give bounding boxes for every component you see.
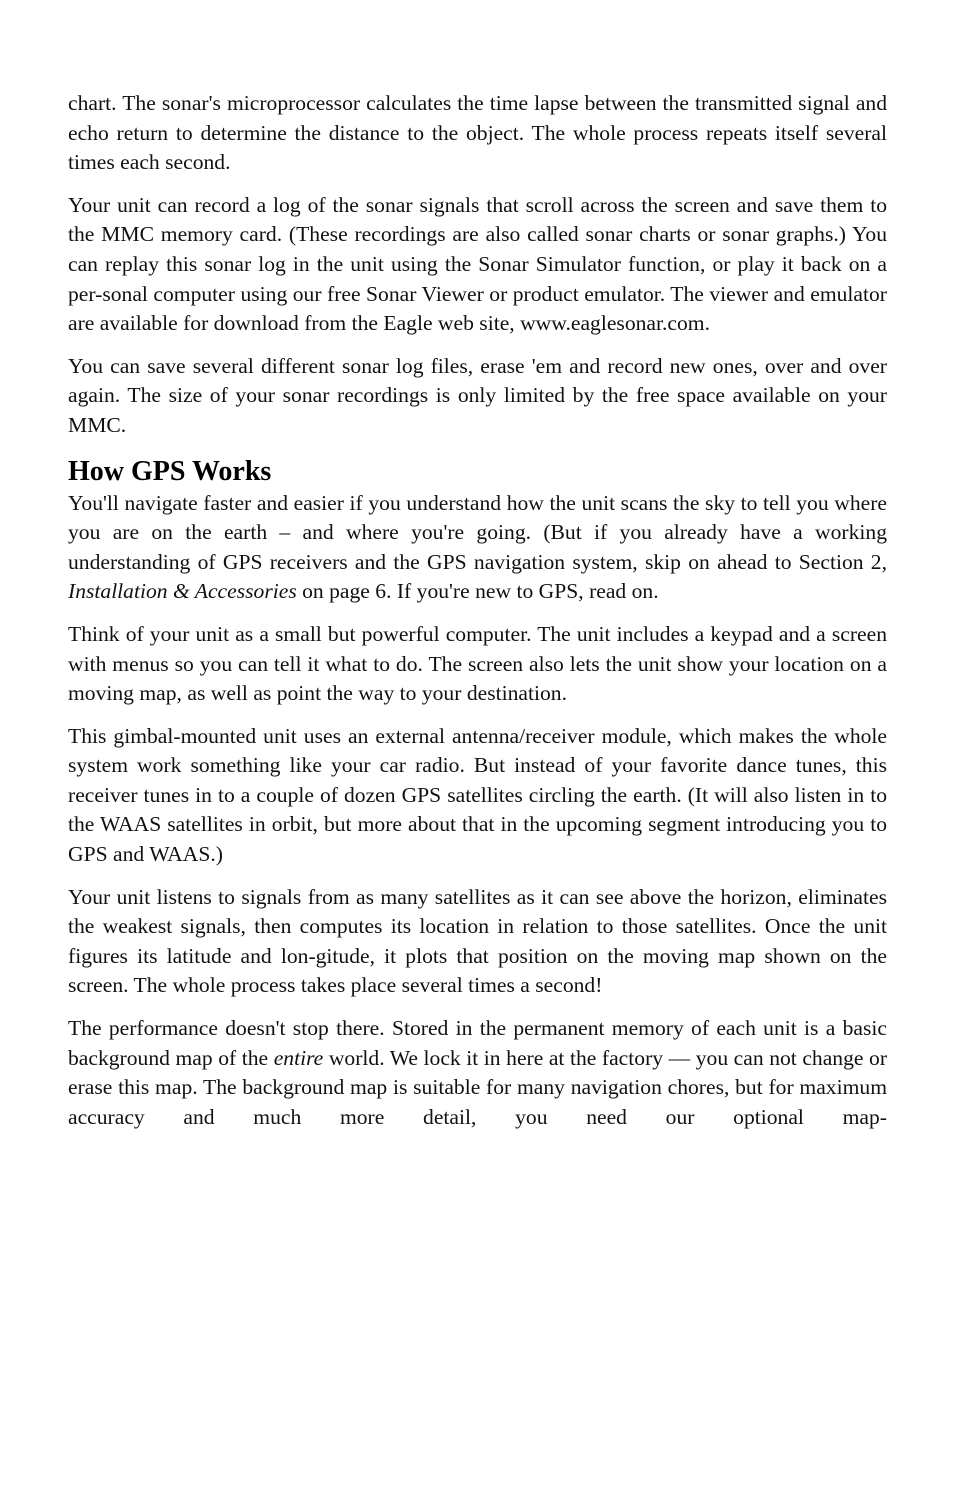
paragraph-satellites: Your unit listens to signals from as many satellites as it can see above the horizon, eliminates the weakest signals, then computes its location in relation to those satellites. Once the unit figures its latitude and lon-gitude, it plots that position on the moving map shown on the screen. The whole process takes place several times a second!	[68, 884, 887, 998]
background-map-text: The performance doesn't stop there. Stored in the permanent memory of each unit is a basic background map of the	[68, 1016, 887, 1070]
section-reference: Installation & Accessories	[68, 579, 297, 604]
paragraph-sonar-timing: chart. The sonar's microprocessor calculates the time lapse between the transmitted signal and echo return to determine the distance to the object. The whole process repeats itself several times each second.	[68, 91, 887, 175]
manual-page	[68, 89, 887, 1145]
emphasis-entire: entire	[273, 1045, 324, 1070]
gps-intro-text-end: on page 6. If you're new to GPS, read on.	[296, 579, 659, 604]
paragraph-background-map	[68, 1014, 887, 1132]
gps-intro-text: You'll navigate faster and easier if you understand how the unit scans the sky to tell you where you are on the earth – and where you're going. (But if you already have a working understanding of GPS receivers and the GPS navigation system, skip on ahead to Section 2,	[68, 490, 887, 574]
paragraph-receiver: This gimbal-mounted unit uses an external antenna/receiver module, which makes the whole system work something like your car radio. But instead of your favorite dance tunes, this receiver tunes in to a couple of dozen GPS satellites circling the earth. (It will also listen in to the WAAS satellites in orbit, but more about that in the upcoming segment introducing you to GPS and WAAS.)	[68, 723, 887, 867]
paragraph-sonar-log: Your unit can record a log of the sonar signals that scroll across the screen and save them to the MMC memory card. (These recordings are also called sonar charts or sonar graphs.) You can replay this sonar log in the unit using the Sonar Simulator function, or play it back on a per-sonal computer using our free Sonar Viewer or product emulator. The viewer and emulator are available for download from the Eagle web site, www.eaglesonar.com.	[68, 192, 887, 336]
paragraph-computer: Think of your unit as a small but powerful computer. The unit includes a keypad and a screen with menus so you can tell it what to do. The screen also lets the unit show your location on a moving map, as well as point the way to your destination.	[68, 621, 887, 706]
background-map-text-end: world. We lock it in here at the factory — you can not change or erase this map. The background map is suitable for many navigation chores, but for maximum accuracy and much more detail, you need our optional map-	[68, 1045, 888, 1129]
paragraph-sonar-files: You can save several different sonar log files, erase 'em and record new ones, over and over again. The size of your sonar recordings is only limited by the free space available on your MMC.	[68, 353, 887, 437]
paragraph-gps-intro	[68, 489, 887, 607]
section-heading: How GPS Works	[68, 455, 272, 487]
